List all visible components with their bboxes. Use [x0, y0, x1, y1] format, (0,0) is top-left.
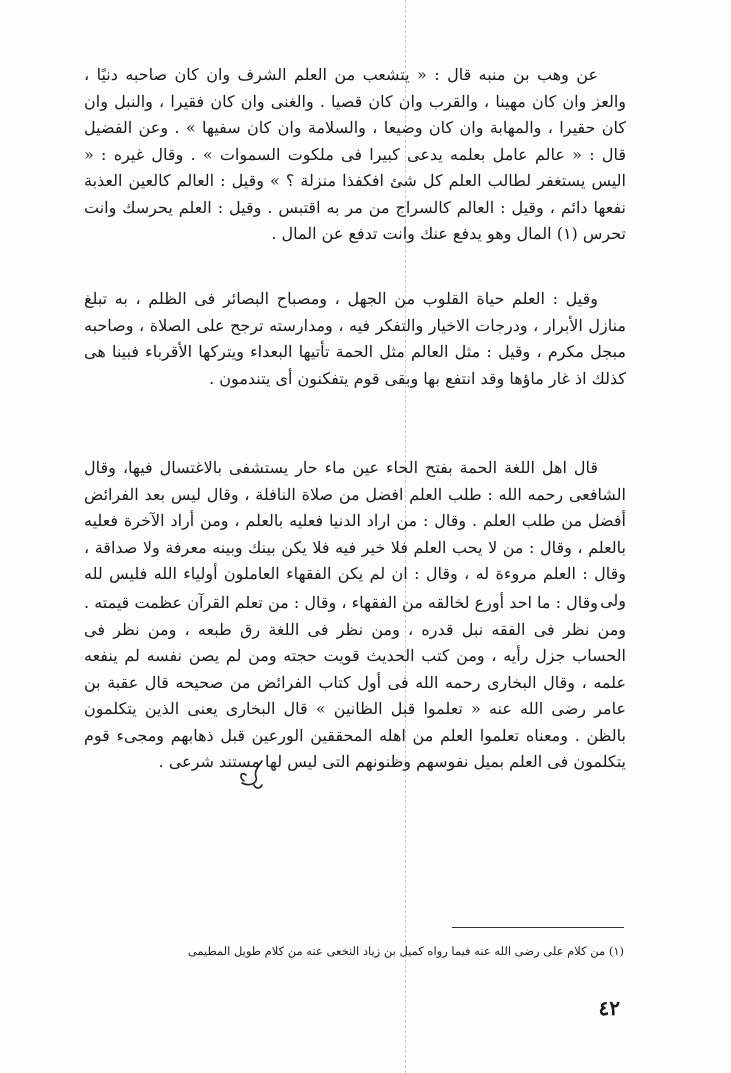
- paragraph-text: قال اهل اللغة الحمة بفتح الحاء عين ماء حار يستشفى بالاغتسال فيها، وقال الشافعى رحمه الله : طلب العلم افضل من صلاة النافلة ، وقال ليس بعد الفرائض أفضل من طلب العلم . وقال : من اراد الدنيا فعليه بالعلم ، ومن أراد الآخرة فعليه بالعلم ، وقال : من لا يحب العلم فلا خير فيه فلا يكن بينك وبينه معرفة ولا صداقة ، وقال : العلم مروءة له ، وقال : ان لم يكن الفقهاء العاملون أولياء الله فليس لله ولى .: [84, 458, 626, 610]
- footnote-separator: [452, 927, 624, 928]
- paragraph-text: عن وهب بن منبه قال : « يتشعب من العلم الشرف وان كان صاحبه دنيًا ، والعز وان كان مهينا ، والقرب وان كان قصيا . والغنى وان كان فقيرا ، والنبل وان كان حقيرا ، والمهابة وان كان وضيعا ، والسلامة وان كان سفيها » . وعن الفضيل قال : « عالم عامل بعلمه يدعى كبيرا فى ملكوت السموات » . وقال غيره : « اليس يستغفر لطالب العلم كل شئ افكفذا منزلة ؟ » وقيل : العالم كالعين العذبة نفعها دائم ، وقيل : العالم كالسراج من مر به اقتبس . وقيل : العلم يحرسك وانت تحرس (١) المال وهو يدفع عنك وانت تدفع عن المال .: [84, 65, 626, 243]
- body-paragraph-2: [84, 286, 626, 392]
- footnote: (١) من كلام على رضى الله عنه فيما رواه كميل بن زياد النخعى عنه من كلام طويل المطيمى: [187, 944, 624, 958]
- page-number: ٤٢: [598, 996, 620, 1020]
- paragraph-text: وقيل : العلم حياة القلوب من الجهل ، ومصباح البصائر فى الظلم ، به تبلغ منازل الأبرار ، ودرجات الاخيار والتفكر فيه ، ومدارسته ترجح على الصلاة ، وصاحبه مبجل مكرم ، وقيل : مثل العالم مثل الحمة تأتيها البعداء ويتركها الأقرباء فبينا هى كذلك اذ غار ماؤها وقد انتفع بها وبقى قوم يتفكنون أى يتندمون .: [84, 289, 626, 388]
- paragraph-text: وقال : ما احد أورع لخالقه من الفقهاء ، وقال : من تعلم القرآن عظمت قيمته . ومن نظر فى الفقه نبل قدره ، ومن نظر فى اللغة رق طبعه ، ومن نظر فى الحساب جزل رأيه ، ومن كتب الحديث قويت حجته ومن لم يصن نفسه لم ينفعه علمه ، وقال البخارى رحمه الله فى أول كتاب الفرائض من صحيحه قال عقبة بن عامر رضى الله عنه « تعلموا قبل الظانين » قال البخارى يعنى الذين يتكلمون بالظن . ومعناه تعلموا العلم من اهله المحققين الورعين قبل ذهابهم ومجىء قوم يتكلمون فى العلم بميل نفوسهم وظنونهم التى ليس لها مستند شرعى .: [84, 593, 627, 771]
- body-paragraph-1: [84, 62, 626, 248]
- body-paragraph-4: [84, 590, 626, 776]
- handwritten-signature: [232, 757, 272, 793]
